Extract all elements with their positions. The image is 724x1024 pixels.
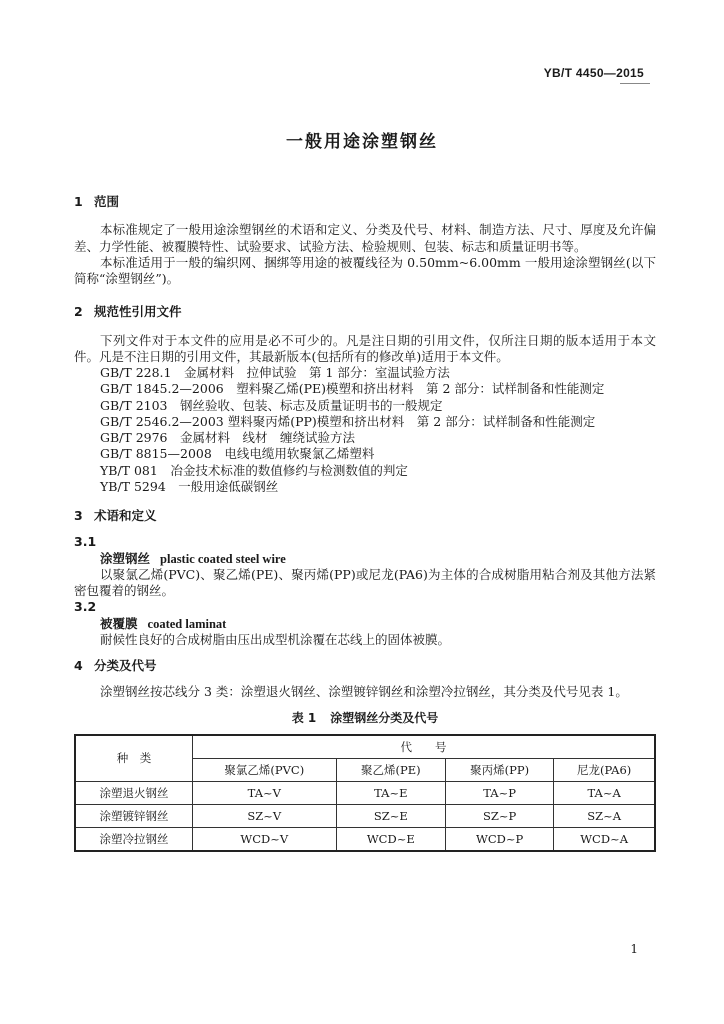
table-cell-type: 涂塑镀锌钢丝 xyxy=(75,805,193,828)
term-entry xyxy=(74,616,656,632)
section-title: 范围 xyxy=(94,194,120,209)
table-caption xyxy=(74,711,656,727)
table-cell-code: WCD~P xyxy=(445,828,553,852)
term-chinese: 涂塑钢丝 xyxy=(100,550,151,566)
document-title: 一般用途涂塑钢丝 xyxy=(286,132,438,152)
table-caption-text: 涂塑钢丝分类及代号 xyxy=(330,710,439,725)
table-cell-type: 涂塑冷拉钢丝 xyxy=(75,828,193,852)
term-entry xyxy=(74,551,656,567)
table-subheader-cell: 聚氯乙烯(PVC) xyxy=(193,759,337,782)
reference-item: GB/T 228.1 金属材料 拉伸试验 第 1 部分：室温试验方法 xyxy=(100,365,450,380)
table-cell-code: TA~P xyxy=(445,782,553,805)
table-cell-code: SZ~V xyxy=(193,805,337,828)
references-intro: 下列文件对于本文件的应用是必不可少的。凡是注日期的引用文件，仅所注日期的版本适用于本文件。凡是不注日期的引用文件，其最新版本(包括所有的修改单)适用于本文件。 xyxy=(74,332,656,364)
page-number: 1 xyxy=(630,942,638,956)
table-cell-code: SZ~E xyxy=(336,805,445,828)
term-english: coated laminat xyxy=(147,616,227,631)
table-row xyxy=(75,805,655,828)
table-row xyxy=(75,782,655,805)
table-cell-code: SZ~A xyxy=(554,805,655,828)
table-subheader-cell: 聚丙烯(PP) xyxy=(445,759,553,782)
standard-code: YB/T 4450—2015 xyxy=(543,66,644,80)
reference-item: GB/T 2103 钢丝验收、包装、标志及质量证明书的一般规定 xyxy=(100,397,443,413)
classification-table xyxy=(74,734,656,852)
table-cell-type: 涂塑退火钢丝 xyxy=(75,782,193,805)
reference-item: GB/T 1845.2—2006 塑料聚乙烯(PE)模塑和挤出材料 第 2 部分：试样制备和性能测定 xyxy=(100,381,605,397)
table-caption-number: 表 1 xyxy=(291,710,317,725)
table-cell-code: TA~V xyxy=(193,782,337,805)
table-cell-code: TA~E xyxy=(336,782,445,805)
scope-paragraph-1: 本标准规定了一般用途涂塑钢丝的术语和定义、分类及代号、材料、制造方法、尺寸、厚度及允许偏差、力学性能、被覆膜特性、试验要求、试验方法、检验规则、包装、标志和质量证明书等。 xyxy=(74,222,656,254)
section-heading-scope xyxy=(74,194,656,210)
table-cell-code: TA~A xyxy=(554,782,655,805)
reference-item: YB/T 081 冶金技术标准的数值修约与检测数值的判定 xyxy=(100,462,408,478)
term-definition: 耐候性良好的合成树脂由压出成型机涂覆在芯线上的固体被膜。 xyxy=(100,631,451,647)
term-definition: 以聚氯乙烯(PVC)、聚乙烯(PE)、聚丙烯(PP)或尼龙(PA6)为主体的合成树脂用粘合剂及其他方法紧密包覆着的钢丝。 xyxy=(74,566,656,598)
section-number: 1 xyxy=(74,194,83,209)
table-header-code: 代 号 xyxy=(193,735,656,759)
section-title: 术语和定义 xyxy=(94,508,157,523)
reference-item: GB/T 2976 金属材料 线材 缠绕试验方法 xyxy=(100,430,356,445)
term-number: 3.2 xyxy=(74,599,97,615)
classification-paragraph: 涂塑钢丝按芯线分 3 类：涂塑退火钢丝、涂塑镀锌钢丝和涂塑冷拉钢丝，其分类及代号见表 1。 xyxy=(100,684,628,700)
table-header-row xyxy=(75,735,655,759)
table-cell-code: WCD~V xyxy=(193,828,337,852)
table-row xyxy=(75,828,655,852)
term-chinese: 被覆膜 xyxy=(100,615,138,631)
table-cell-code: WCD~E xyxy=(336,828,445,852)
section-heading-normative-references xyxy=(74,304,656,320)
table-cell-code: SZ~P xyxy=(445,805,553,828)
table-subheader-cell: 尼龙(PA6) xyxy=(554,759,655,782)
table-header-type: 种 类 xyxy=(75,735,193,782)
section-number: 3 xyxy=(74,508,83,523)
reference-list xyxy=(74,365,656,495)
header-rule xyxy=(620,83,650,84)
table-subheader-cell: 聚乙烯(PE) xyxy=(336,759,445,782)
section-heading-classification xyxy=(74,658,656,674)
reference-item: YB/T 5294 一般用途低碳钢丝 xyxy=(100,478,279,494)
term-english: plastic coated steel wire xyxy=(160,551,286,566)
scope-paragraph-2: 本标准适用于一般的编织网、捆绑等用途的被覆线径为 0.50mm~6.00mm 一般用途涂塑钢丝(以下简称“涂塑钢丝”)。 xyxy=(74,254,656,286)
reference-item: GB/T 2546.2—2003 塑料聚丙烯(PP)模塑和挤出材料 第 2 部分：试样制备和性能测定 xyxy=(100,413,596,429)
term-number: 3.1 xyxy=(74,534,97,550)
section-title: 规范性引用文件 xyxy=(94,304,182,320)
reference-item: GB/T 8815—2008 电线电缆用软聚氯乙烯塑料 xyxy=(100,446,375,462)
document-body xyxy=(74,194,656,852)
table-cell-code: WCD~A xyxy=(554,828,655,852)
section-number: 2 xyxy=(74,304,83,320)
section-number: 4 xyxy=(74,658,83,673)
section-heading-terms xyxy=(74,508,656,524)
section-title: 分类及代号 xyxy=(94,658,157,673)
